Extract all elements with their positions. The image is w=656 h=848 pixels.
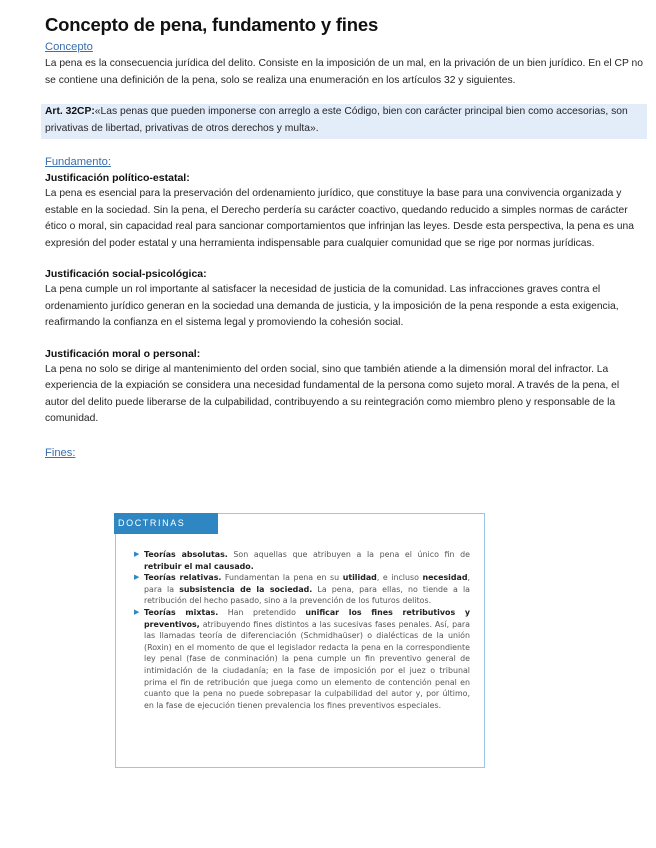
doctrina-bold-run: Teorías relativas. bbox=[144, 573, 222, 583]
page-title: Concepto de pena, fundamento y fines bbox=[45, 14, 379, 35]
fines-heading[interactable]: Fines: bbox=[45, 446, 76, 459]
doctrina-bold-run: subsistencia de la sociedad. bbox=[179, 584, 313, 594]
doctrina-bold-run: necesidad bbox=[422, 573, 468, 583]
doctrina-text bbox=[144, 608, 470, 710]
doctrina-item-relativas bbox=[134, 572, 470, 607]
doctrina-text-run: , para la bbox=[144, 573, 470, 594]
doctrina-item-mixtas bbox=[134, 607, 470, 711]
triangle-bullet-icon: ▶ bbox=[134, 573, 140, 582]
doctrina-text-run: , e incluso bbox=[376, 573, 423, 583]
doctrina-bold-run: retribuir el mal causado. bbox=[144, 561, 254, 571]
section-title-social: Justificación social-psicológica: bbox=[45, 268, 207, 280]
doctrina-bold-run: unificar los fines retributivos y preventivos, bbox=[144, 607, 471, 629]
doctrinas-list bbox=[134, 549, 470, 711]
doctrina-bold-run: Teorías mixtas. bbox=[144, 607, 219, 617]
section-text-politico: La pena es esencial para la preservación del ordenamiento jurídico, que constituye la base para una convivencia organizada y estable en la sociedad. Sin la pena, el Derecho perdería su carácter coactivo, quedando reducido a simples normas de carácter ético o moral, sin capacidad real para sancionar comportamientos que infrinjan las leyes. Desde esta perspectiva, la pena es una expresión del poder estatal y una herramienta indispensable para cualquier comunidad que se rige por normas jurídicas. bbox=[45, 188, 634, 249]
doctrina-text-run: Son aquellas que atribuyen a la pena el único fin de bbox=[227, 550, 470, 559]
article-label: Art. 32CP: bbox=[45, 106, 95, 117]
doctrina-text bbox=[144, 550, 470, 571]
fundamento-heading[interactable]: Fundamento: bbox=[45, 156, 111, 168]
doctrina-item-absolutas bbox=[134, 549, 470, 572]
concepto-heading[interactable]: Concepto bbox=[45, 41, 93, 53]
doctrina-text-run: Fundamentan la pena en su bbox=[221, 573, 343, 583]
concepto-paragraph: La pena es la consecuencia jurídica del delito. Consiste en la imposición de un mal, en la privación de un bien jurídico. En el CP no se contiene una definición de la pena, solo se realiza una enumeración en los artículos 32 y siguientes. bbox=[45, 58, 643, 86]
doctrinas-box bbox=[115, 513, 485, 768]
triangle-bullet-icon: ▶ bbox=[134, 607, 140, 616]
section-text-social: La pena cumple un rol importante al satisfacer la necesidad de justicia de la comunidad. Las infracciones graves contra el ordenamiento jurídico generan en la sociedad una demanda de justicia, y la imposición de la pena responde a esta exigencia, reafirmando la confianza en el sistema legal y promoviendo la cohesión social. bbox=[45, 284, 619, 328]
section-title-politico: Justificación político-estatal: bbox=[45, 172, 190, 184]
doctrinas-tab-label: DOCTRINAS bbox=[114, 513, 218, 534]
section-title-moral: Justificación moral o personal: bbox=[45, 347, 201, 360]
doctrina-text-run: La pena, para ellas, no tiende a la retribución del hecho pasado, sino a la prevención de los futuros delitos. bbox=[144, 584, 471, 606]
section-text-moral: La pena no solo se dirige al mantenimiento del orden social, sino que también atiende a la dimensión moral del infractor. La experiencia de la expiación se considera una necesidad fundamental de la persona como sujeto moral. A través de la pena, el autor del delito puede liberarse de la culpabilidad, contribuyendo a su reintegración como miembro pleno y responsable de la comunidad. bbox=[45, 363, 620, 424]
doctrina-text-run: Han pretendido bbox=[218, 607, 306, 617]
document-page bbox=[45, 14, 645, 461]
doctrina-bold-run: utilidad bbox=[342, 573, 377, 583]
doctrina-text-run: atribuyendo fines distintos a las sucesivas fases penales. Así, para las llamadas teoría de diferenciación (Schmidhaüser) o dialécticas de la unión (Roxin) en el momento de que el legislador redacta la pena en la correspondiente ley penal (fase de conminación) la pena cumple un fin preventivo general de intimidación de la ciudadanía; en la fase de imposición por el juez o tribunal prima el fin de retribución que juega como un elemento de contención penal en cuanto que la pena no puede sobrepasar la culpabilidad del autor y, por último, en la fase de ejecución tienen prevalencia los fines preventivos especiales. bbox=[144, 619, 470, 710]
doctrina-text bbox=[144, 573, 470, 605]
article-32-quote bbox=[41, 104, 647, 139]
doctrina-bold-run: Teorías absolutas. bbox=[144, 550, 228, 559]
triangle-bullet-icon: ▶ bbox=[134, 550, 140, 558]
article-text: «Las penas que pueden imponerse con arreglo a este Código, bien con carácter principal bien como accesorias, son privativas de libertad, privativas de otros derechos y multa». bbox=[45, 106, 628, 134]
